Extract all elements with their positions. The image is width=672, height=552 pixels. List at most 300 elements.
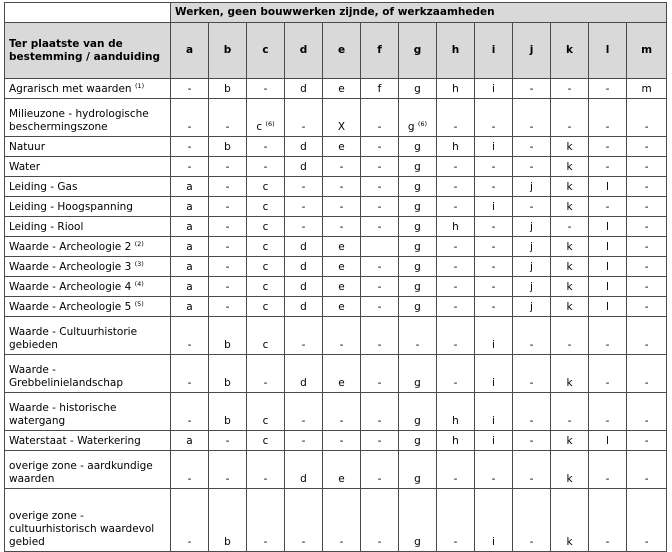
cell-l: [589, 355, 627, 393]
cell-value: k: [566, 377, 573, 389]
cell-g: [399, 451, 437, 489]
column-header-g: g: [399, 23, 437, 79]
cell-g: [399, 257, 437, 277]
cell-value: -: [605, 121, 610, 133]
row-label: [5, 431, 171, 451]
cell-k: [551, 157, 589, 177]
cell-value: -: [225, 221, 230, 233]
column-header-c: c: [247, 23, 285, 79]
cell-value: -: [225, 241, 230, 253]
row-label-text: Waarde - Cultuurhistorie gebieden: [9, 326, 138, 351]
cell-j: [513, 317, 551, 355]
row-label: [5, 257, 171, 277]
footnote-marker: (3): [134, 260, 144, 268]
cell-value: -: [187, 339, 192, 351]
cell-value: g: [414, 241, 421, 253]
cell-value: -: [529, 161, 534, 173]
cell-value: a: [186, 221, 193, 233]
cell-c: [247, 297, 285, 317]
cell-k: [551, 489, 589, 552]
cell-e: [323, 177, 361, 197]
cell-value: c: [262, 415, 269, 427]
cell-value: c: [262, 301, 269, 313]
cell-e: [323, 257, 361, 277]
table-row: [5, 177, 667, 197]
cell-value: -: [377, 301, 382, 313]
cell-m: [627, 257, 667, 277]
cell-l: [589, 237, 627, 257]
cell-f: [361, 257, 399, 277]
row-label: [5, 177, 171, 197]
cell-value: g: [414, 536, 421, 548]
table-row: [5, 237, 667, 257]
row-label-text: Leiding - Hoogspanning: [9, 201, 133, 213]
cell-a: [171, 489, 209, 552]
cell-value: k: [566, 261, 573, 273]
cell-a: [171, 317, 209, 355]
cell-value: b: [224, 339, 231, 351]
column-header-l: l: [589, 23, 627, 79]
cell-value: i: [492, 141, 495, 153]
cell-value: g: [414, 161, 421, 173]
cell-b: [209, 451, 247, 489]
cell-value: -: [339, 221, 344, 233]
cell-value: k: [566, 473, 573, 485]
cell-e: [323, 79, 361, 99]
cell-m: [627, 157, 667, 177]
cell-j: [513, 197, 551, 217]
cell-value: -: [644, 281, 649, 293]
cell-d: [285, 297, 323, 317]
cell-value: e: [338, 83, 345, 95]
cell-l: [589, 197, 627, 217]
cell-g: [399, 355, 437, 393]
cell-b: [209, 317, 247, 355]
cell-value: b: [224, 415, 231, 427]
cell-b: [209, 157, 247, 177]
cell-value: g: [407, 121, 415, 133]
cell-k: [551, 79, 589, 99]
cell-value: -: [187, 415, 192, 427]
cell-l: [589, 157, 627, 177]
cell-i: [475, 277, 513, 297]
row-label: [5, 355, 171, 393]
column-header-e: e: [323, 23, 361, 79]
cell-value: h: [452, 141, 459, 153]
row-label-text: Leiding - Riool: [9, 221, 84, 233]
cell-value: -: [339, 339, 344, 351]
cell-value: -: [377, 201, 382, 213]
cell-value: -: [339, 181, 344, 193]
cell-k: [551, 277, 589, 297]
footnote-marker: (5): [134, 300, 144, 308]
cell-c: [247, 137, 285, 157]
cell-value: j: [530, 281, 533, 293]
row-label: [5, 297, 171, 317]
row-label: [5, 217, 171, 237]
table-row: [5, 257, 667, 277]
cell-value: -: [225, 161, 230, 173]
cell-value: -: [225, 121, 230, 133]
cell-value: a: [186, 261, 193, 273]
cell-value: -: [491, 261, 496, 273]
cell-value: k: [566, 141, 573, 153]
cell-b: [209, 237, 247, 257]
cell-g: [399, 489, 437, 552]
cell-value: -: [187, 121, 192, 133]
cell-value: -: [567, 221, 572, 233]
cell-value: -: [263, 473, 268, 485]
cell-f: [361, 393, 399, 431]
cell-j: [513, 99, 551, 137]
row-label-text: Waarde - Archeologie 2: [9, 241, 132, 253]
cell-d: [285, 197, 323, 217]
cell-j: [513, 177, 551, 197]
cell-value: h: [452, 221, 459, 233]
cell-m: [627, 317, 667, 355]
cell-value: -: [225, 281, 230, 293]
cell-b: [209, 297, 247, 317]
cell-g: [399, 317, 437, 355]
cell-l: [589, 277, 627, 297]
cell-d: [285, 317, 323, 355]
cell-value: -: [339, 161, 344, 173]
cell-e: [323, 277, 361, 297]
cell-value: e: [338, 141, 345, 153]
cell-value: d: [300, 141, 307, 153]
cell-value: c: [262, 181, 269, 193]
cell-value: -: [453, 377, 458, 389]
cell-value: -: [225, 201, 230, 213]
cell-k: [551, 297, 589, 317]
cell-c: [247, 451, 285, 489]
cell-i: [475, 257, 513, 277]
cell-c: [247, 277, 285, 297]
cell-value: g: [414, 221, 421, 233]
cell-value: -: [263, 536, 268, 548]
column-header-m: m: [627, 23, 667, 79]
cell-d: [285, 393, 323, 431]
cell-d: [285, 451, 323, 489]
cell-value: -: [644, 141, 649, 153]
cell-b: [209, 99, 247, 137]
cell-a: [171, 355, 209, 393]
cell-value: -: [644, 161, 649, 173]
cell-value: a: [186, 241, 193, 253]
cell-value: m: [641, 83, 652, 95]
row-label-text: overige zone - cultuurhistorisch waardevol gebied: [9, 510, 155, 548]
cell-c: [247, 393, 285, 431]
column-header-a: a: [171, 23, 209, 79]
row-label: [5, 489, 171, 552]
cell-value: d: [300, 301, 307, 313]
cell-d: [285, 79, 323, 99]
header-columns-row: [5, 23, 667, 79]
cell-i: [475, 355, 513, 393]
cell-value: -: [187, 377, 192, 389]
cell-c: [247, 177, 285, 197]
column-header-h: h: [437, 23, 475, 79]
cell-j: [513, 237, 551, 257]
cell-value: -: [491, 241, 496, 253]
row-label: [5, 451, 171, 489]
cell-c: [247, 217, 285, 237]
cell-value: c: [262, 339, 269, 351]
cell-k: [551, 257, 589, 277]
cell-value: i: [492, 83, 495, 95]
cell-value: -: [453, 161, 458, 173]
cell-value: -: [301, 181, 306, 193]
cell-i: [475, 451, 513, 489]
cell-value: -: [301, 221, 306, 233]
row-label-text: Water: [9, 161, 41, 173]
cell-value: d: [300, 261, 307, 273]
cell-k: [551, 237, 589, 257]
cell-value: k: [566, 201, 573, 213]
cell-value: h: [452, 435, 459, 447]
cell-m: [627, 197, 667, 217]
cell-value: -: [339, 435, 344, 447]
cell-value: -: [644, 181, 649, 193]
footnote-marker: (6): [265, 120, 275, 128]
cell-value: -: [453, 241, 458, 253]
cell-value: k: [566, 301, 573, 313]
cell-e: [323, 237, 361, 257]
cell-h: [437, 355, 475, 393]
cell-value: c: [262, 281, 269, 293]
cell-value: d: [300, 83, 307, 95]
cell-value: -: [453, 201, 458, 213]
cell-e: [323, 393, 361, 431]
cell-f: [361, 137, 399, 157]
column-header-b: b: [209, 23, 247, 79]
cell-value: i: [492, 377, 495, 389]
cell-value: -: [453, 181, 458, 193]
cell-m: [627, 277, 667, 297]
cell-value: i: [492, 339, 495, 351]
cell-value: -: [644, 473, 649, 485]
cell-value: j: [530, 301, 533, 313]
cell-value: -: [605, 377, 610, 389]
cell-h: [437, 79, 475, 99]
cell-j: [513, 217, 551, 237]
cell-value: -: [529, 121, 534, 133]
cell-a: [171, 157, 209, 177]
table-row: [5, 393, 667, 431]
cell-m: [627, 297, 667, 317]
cell-value: -: [301, 435, 306, 447]
cell-value: l: [606, 241, 609, 253]
cell-m: [627, 393, 667, 431]
cell-a: [171, 297, 209, 317]
cell-g: [399, 217, 437, 237]
cell-f: [361, 217, 399, 237]
cell-l: [589, 217, 627, 237]
cell-l: [589, 257, 627, 277]
cell-value: a: [186, 181, 193, 193]
cell-f: [361, 237, 399, 257]
cell-f: [361, 451, 399, 489]
cell-value: -: [491, 281, 496, 293]
table-row: [5, 99, 667, 137]
cell-l: [589, 79, 627, 99]
row-label-text: Waarde - Grebbelinielandschap: [9, 364, 124, 389]
cell-value: -: [529, 83, 534, 95]
cell-value: c: [262, 201, 269, 213]
cell-h: [437, 137, 475, 157]
cell-value: -: [377, 221, 382, 233]
row-label: [5, 393, 171, 431]
cell-value: k: [566, 536, 573, 548]
cell-b: [209, 79, 247, 99]
row-label-text: Natuur: [9, 141, 46, 153]
cell-b: [209, 489, 247, 552]
cell-value: -: [453, 261, 458, 273]
cell-value: -: [301, 339, 306, 351]
cell-value: e: [338, 377, 345, 389]
cell-value: j: [530, 181, 533, 193]
cell-value: a: [186, 201, 193, 213]
cell-c: [247, 99, 285, 137]
column-header-j: j: [513, 23, 551, 79]
cell-value: -: [377, 536, 382, 548]
cell-e: [323, 431, 361, 451]
cell-e: [323, 489, 361, 552]
cell-e: [323, 197, 361, 217]
cell-a: [171, 137, 209, 157]
cell-value: -: [301, 536, 306, 548]
cell-value: k: [566, 435, 573, 447]
row-label-text: Waarde - Archeologie 4: [9, 281, 132, 293]
cell-value: -: [453, 473, 458, 485]
cell-i: [475, 431, 513, 451]
cell-h: [437, 237, 475, 257]
cell-value: -: [187, 141, 192, 153]
cell-j: [513, 489, 551, 552]
cell-j: [513, 355, 551, 393]
cell-value: b: [224, 536, 231, 548]
row-label-text: Waarde - Archeologie 5: [9, 301, 132, 313]
cell-value: e: [338, 261, 345, 273]
cell-e: [323, 217, 361, 237]
cell-value: -: [225, 301, 230, 313]
table-row: [5, 79, 667, 99]
cell-k: [551, 197, 589, 217]
cell-value: k: [566, 161, 573, 173]
cell-value: g: [414, 83, 421, 95]
cell-a: [171, 177, 209, 197]
cell-value: j: [530, 241, 533, 253]
cell-d: [285, 99, 323, 137]
cell-a: [171, 217, 209, 237]
cell-h: [437, 99, 475, 137]
cell-i: [475, 217, 513, 237]
cell-h: [437, 451, 475, 489]
cell-m: [627, 177, 667, 197]
cell-f: [361, 197, 399, 217]
table-row: [5, 197, 667, 217]
cell-value: -: [644, 435, 649, 447]
cell-value: g: [414, 301, 421, 313]
cell-value: -: [529, 435, 534, 447]
cell-h: [437, 297, 475, 317]
cell-a: [171, 237, 209, 257]
cell-b: [209, 393, 247, 431]
cell-k: [551, 451, 589, 489]
cell-value: d: [300, 377, 307, 389]
row-label: [5, 197, 171, 217]
cell-value: -: [567, 83, 572, 95]
cell-m: [627, 431, 667, 451]
cell-b: [209, 355, 247, 393]
cell-value: -: [301, 201, 306, 213]
cell-g: [399, 177, 437, 197]
cell-value: b: [224, 377, 231, 389]
cell-k: [551, 217, 589, 237]
cell-c: [247, 157, 285, 177]
cell-value: a: [186, 301, 193, 313]
cell-value: -: [605, 536, 610, 548]
cell-value: -: [377, 339, 382, 351]
cell-value: -: [225, 473, 230, 485]
cell-l: [589, 99, 627, 137]
cell-value: f: [377, 83, 382, 95]
cell-value: -: [605, 415, 610, 427]
cell-g: [399, 157, 437, 177]
cell-b: [209, 217, 247, 237]
cell-e: [323, 355, 361, 393]
cell-h: [437, 431, 475, 451]
cell-d: [285, 177, 323, 197]
cell-value: -: [491, 221, 496, 233]
cell-value: -: [415, 339, 420, 351]
cell-m: [627, 451, 667, 489]
cell-value: g: [414, 201, 421, 213]
cell-value: e: [338, 473, 345, 485]
cell-value: e: [338, 281, 345, 293]
cell-i: [475, 99, 513, 137]
row-header-label: Ter plaatste van de bestemming / aanduiding: [5, 23, 171, 79]
row-label: [5, 79, 171, 99]
cell-i: [475, 137, 513, 157]
cell-l: [589, 137, 627, 157]
row-label-text: Waterstaat - Waterkering: [9, 435, 141, 447]
cell-g: [399, 431, 437, 451]
cell-b: [209, 431, 247, 451]
cell-value: g: [414, 181, 421, 193]
cell-value: -: [453, 339, 458, 351]
cell-value: -: [491, 473, 496, 485]
cell-value: -: [529, 415, 534, 427]
cell-a: [171, 451, 209, 489]
table-row: [5, 157, 667, 177]
cell-value: d: [300, 161, 307, 173]
cell-value: -: [377, 435, 382, 447]
cell-value: a: [186, 435, 193, 447]
cell-d: [285, 277, 323, 297]
cell-value: -: [339, 201, 344, 213]
footnote-marker: (1): [134, 82, 145, 90]
cell-value: -: [605, 473, 610, 485]
cell-value: -: [377, 415, 382, 427]
cell-value: i: [492, 536, 495, 548]
zoning-works-table: [4, 2, 667, 552]
cell-value: -: [377, 473, 382, 485]
cell-value: c: [262, 241, 269, 253]
cell-value: -: [377, 181, 382, 193]
cell-k: [551, 355, 589, 393]
cell-b: [209, 277, 247, 297]
